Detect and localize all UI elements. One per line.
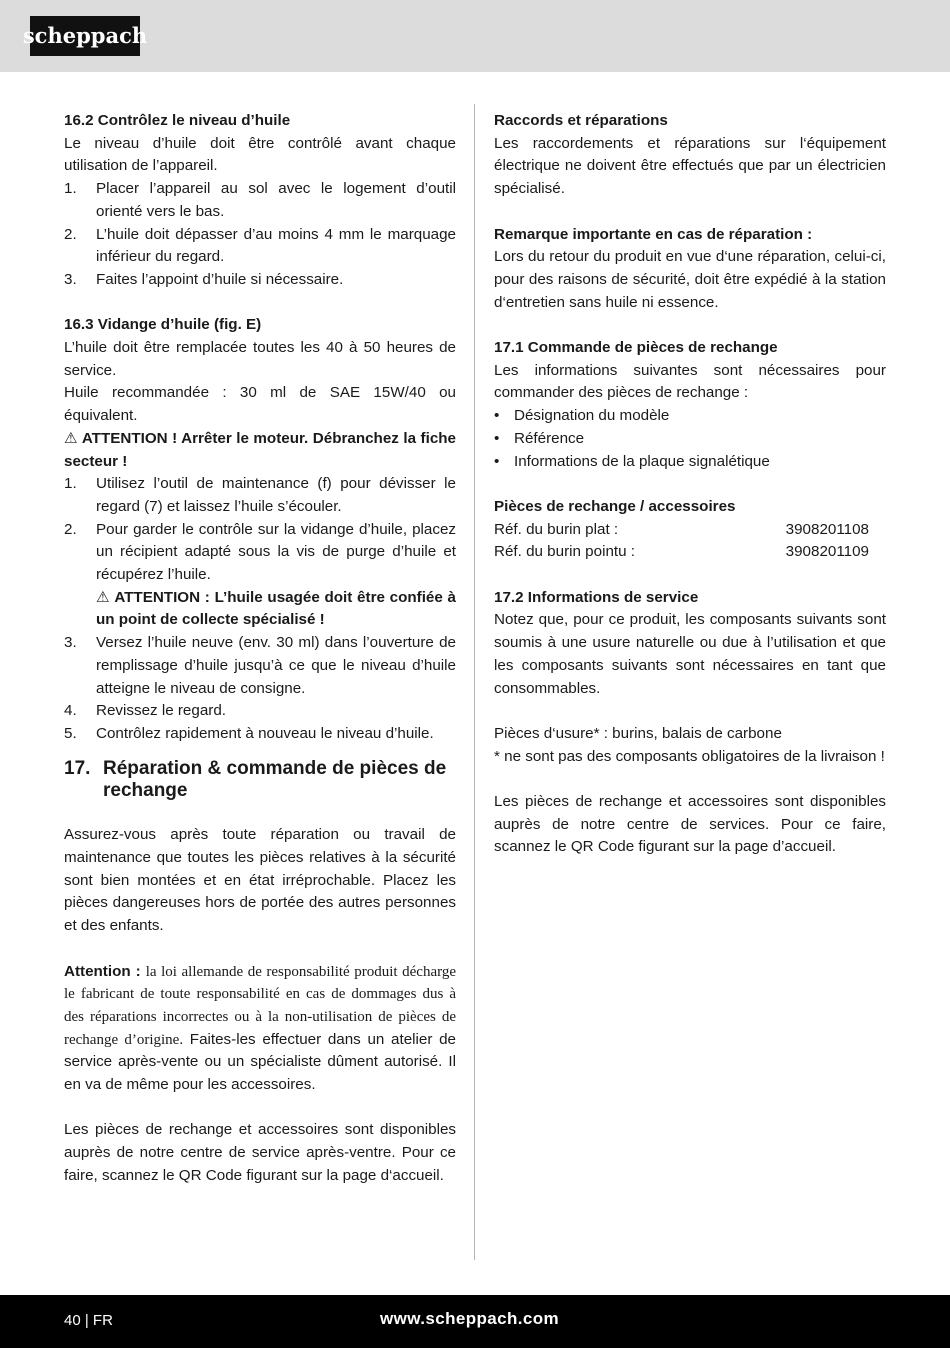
remarque-title: Remarque importante en cas de réparation : (494, 225, 813, 243)
table-row: Réf. du burin pointu : 3908201109 (494, 543, 869, 561)
list-item: 2. L’huile doit dépasser d’au moins 4 mm le marquage inférieur du regard. (64, 225, 456, 266)
warning-triangle-icon: ⚠ (64, 429, 78, 447)
warning-triangle-icon: ⚠ (96, 588, 111, 606)
table-row: Réf. du burin plat : 3908201108 (494, 520, 869, 538)
list-item: 1. Utilisez l’outil de maintenance (f) pour dévisser le regard (7) et laissez l’huile s’écouler. (64, 475, 456, 515)
pieces-title: Pièces de rechange / accessoires (494, 497, 736, 515)
page-number: 40 | FR (64, 1312, 113, 1329)
warning-notice: ⚠ ATTENTION : L’huile usagée doit être confiée à un point de collecte spécialisé ! (96, 588, 456, 629)
section-16-3-title: 16.3 Vidange d’huile (fig. E) (64, 316, 262, 334)
wear-parts: Pièces d‘usure* : burins, balais de carbone (494, 724, 782, 742)
list-item: 1. Placer l’appareil au sol avec le logement d’outil orienté vers le bas. (64, 180, 456, 220)
list-item: • Référence (494, 429, 585, 447)
list-item: 3. Versez l’huile neuve (env. 30 ml) dans l’ouverture de remplissage d’huile jusqu’à ce que le niveau d’huile atteigne le niveau de consigne. (64, 634, 456, 697)
list-item: 3. Faites l’appoint d’huile si nécessaire. (64, 270, 344, 288)
service-text: Les pièces de rechange et accessoires sont disponibles auprès de notre centre de services. Pour ce faire, scannez le QR Code figurant sur la page d’accueil. (494, 793, 886, 856)
list-item: • Désignation du modèle (494, 407, 670, 425)
remarque-text: Lors du retour du produit en vue d‘une réparation, celui-ci, pour des raisons de sécurité, doit être expédié à la station d‘entretien sans huile ni essence. (494, 248, 886, 311)
section-16-3-oil: Huile recommandée : 30 ml de SAE 15W/40 ou équivalent. (64, 384, 456, 425)
raccords-title: Raccords et réparations (494, 112, 668, 129)
page-header (0, 0, 950, 72)
raccords-text: Les raccordements et réparations sur l‘équipement électrique ne doivent être effectués que par un électricien spécialisé. (494, 134, 886, 198)
section-17-1-title: 17.1 Commande de pièces de rechange (494, 339, 778, 356)
section-17-2-text: Notez que, pour ce produit, les composants suivants sont soumis à une usure naturelle ou due à l’utilisation et que les composants suivants sont nécessaires en tant que consommables. (494, 611, 886, 697)
section-16-2-intro: Le niveau d’huile doit être contrôlé avant chaque utilisation de l’appareil. (64, 134, 456, 175)
wear-parts-note: * ne sont pas des composants obligatoires de la livraison ! (494, 747, 885, 765)
right-column (494, 110, 886, 859)
section-17-2-title: 17.2 Informations de service (494, 588, 699, 606)
section-17-1-intro: Les informations suivantes sont nécessaires pour commander des pièces de rechange : (494, 361, 886, 402)
section-17-text: Assurez-vous après toute réparation ou travail de maintenance que toutes les pièces relatives à la sécurité sont bien montées et en état irréprochable. Placez les pièces dangereuses hors de portée des autres personnes et des enfants. (64, 826, 456, 935)
list-item: • Informations de la plaque signalétique (494, 452, 770, 470)
scheppach-logo: scheppach (30, 16, 140, 56)
page-footer (0, 1295, 950, 1348)
section-16-2-title: 16.2 Contrôlez le niveau d’huile (64, 112, 291, 129)
website-link[interactable]: www.scheppach.com (380, 1309, 560, 1328)
spare-parts-text: Les pièces de rechange et accessoires sont disponibles auprès de notre centre de service après-ventre. Pour ce faire, scannez le QR Code figurant sur la page d‘accueil. (64, 1121, 456, 1184)
column-divider (474, 104, 475, 1260)
attention-paragraph: Attention : la loi allemande de responsabilité produit décharge le fabricant de toute responsabilité en cas de dommages dus à des réparations incorrectes ou à la non-utilisation de pièces de rechange d’origine. Faites-les effectuer dans un atelier de service après-vente ou un spécialiste dûment autorisé. Il en va de même pour les accessoires. (64, 962, 456, 1094)
list-item: 2. Pour garder le contrôle sur la vidange d’huile, placez un récipient adapté sous la vis de purge d’huile et récupérez l’huile. ⚠ ATTENTION : L’huile usagée doit être confiée à un point de collecte spécialisé ! (64, 519, 456, 633)
left-column (64, 110, 456, 1188)
section-16-3-text: L’huile doit être remplacée toutes les 40 à 50 heures de service. (64, 339, 456, 379)
list-item: 4. Revissez le regard. (64, 702, 226, 720)
section-17-title: 17. Réparation & commande de pièces de rechange (64, 757, 447, 801)
list-item: 5. Contrôlez rapidement à nouveau le niveau d’huile. (64, 724, 434, 742)
warning-notice: ⚠ ATTENTION ! Arrêter le moteur. Débranchez la fiche secteur ! (64, 429, 456, 470)
